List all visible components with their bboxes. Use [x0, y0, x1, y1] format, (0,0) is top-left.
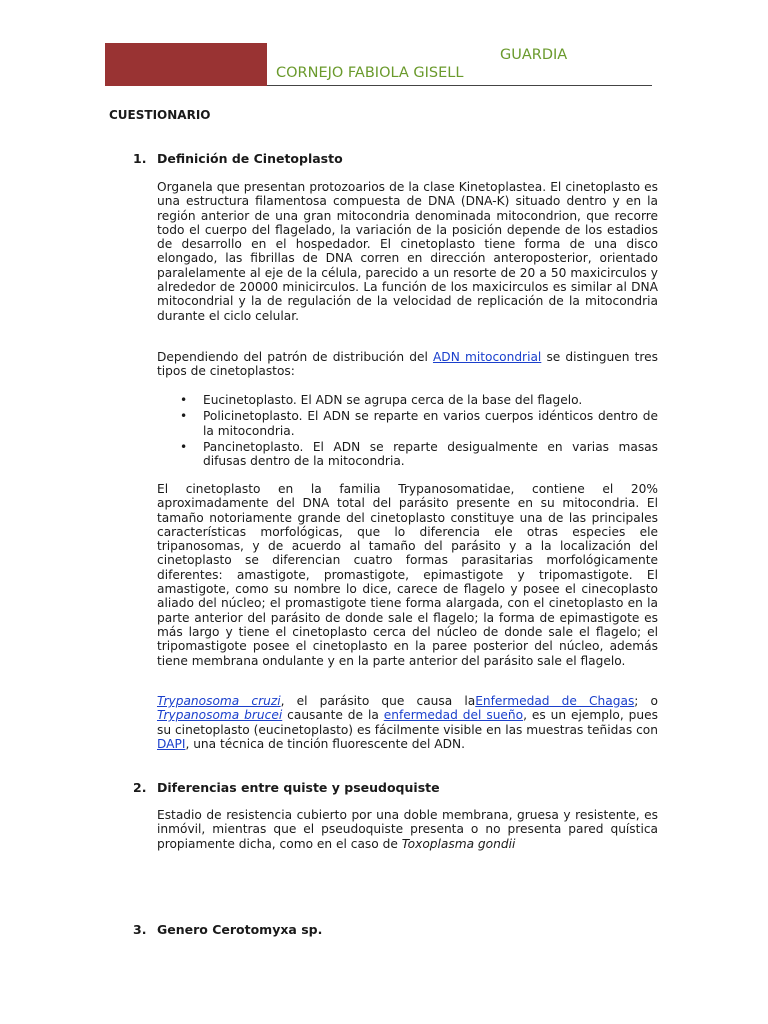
text-span: , es un ejemplo, pues su cinetoplasto (eucinetoplasto) es fácilmente visible en las muestras teñidas con: [157, 708, 658, 737]
section-number: 1.: [133, 151, 147, 166]
document-title: CUESTIONARIO: [109, 108, 211, 122]
kinetoplast-types-list: [180, 393, 658, 470]
text-span: Dependiendo del patrón de distribución del: [157, 350, 433, 364]
link-trypanosoma-brucei[interactable]: [157, 708, 282, 722]
text-span: se distinguen tres tipos de cinetoplastos:: [157, 350, 658, 379]
section-number: 3.: [133, 922, 147, 937]
text-span: , una técnica de tinción fluorescente del ADN.: [185, 736, 465, 751]
paragraph-distribution: [157, 350, 658, 379]
section-2-title: [133, 780, 440, 795]
italic-text: Trypanosoma cruzi: [157, 694, 281, 708]
author-name-line2: CORNEJO FABIOLA GISELL: [276, 65, 464, 81]
list-item: • Eucinetoplasto. El ADN se agrupa cerca de la base del flagelo.: [180, 393, 658, 407]
section-1-title: [133, 151, 343, 166]
text-span: causante de la: [282, 708, 384, 723]
author-name-line1: GUARDIA: [500, 47, 568, 63]
section-3-title: [133, 922, 322, 937]
paragraph-quiste: [157, 808, 658, 851]
header-rule: [267, 85, 652, 86]
italic-text: Trypanosoma brucei: [157, 708, 283, 723]
section-heading: Genero Cerotomyxa sp.: [157, 922, 323, 937]
list-item: • Pancinetoplasto. El ADN se reparte desigualmente en varias masas difusas dentro de la mitocondria.: [180, 440, 658, 469]
link-enfermedad-chagas[interactable]: Enfermedad de Chagas: [475, 694, 635, 708]
paragraph-trypanosomatidae: El cinetoplasto en la familia Trypanosomatidae, contiene el 20% aproximadamente del DNA total del parásito presente en su mitocondria. El tamaño notoriamente grande del cinetoplasto constituye una de las principales características morfológicas, que lo diferencia ele otras especies ele tripanosomas, y de acuerdo al tamaño del parásito y a la localización del cinetoplasto se diferencian cuatro formas parasitarias morfológicamente diferentes: amastigote, promastigote, epimastigote y tripomastigote. El amastigote, como su nombre lo dice, carece de flagelo y posee el cinecoplasto aliado del núcleo; el promastigote tiene forma alargada, con el cinetoplasto en la parte anterior del parásito de donde sale el flagelo; la forma de epimastigote es más largo y tiene el cinetoplasto cerca del núcleo de donde sale el flagelo; el tripomastigote posee el cinetoplasto en la paree posterior del núcleo, además tiene membrana ondulante y en la parte anterior del parásito sale el flagelo.: [157, 482, 658, 668]
paragraph-examples: [157, 694, 658, 751]
section-heading: Definición de Cinetoplasto: [157, 151, 343, 166]
paragraph-definition: Organela que presentan protozoarios de la clase Kinetoplastea. El cinetoplasto es una estructura filamentosa compuesta de DNA (DNA-K) situado dentro y en la región anterior de una gran mitocondria denominada mitocondrion, que recorre todo el cuerpo del flagelado, la variación de la posición depende de los estadios de desarrollo en el hospedador. El cinetoplasto tiene forma de una disco elongado, las fibrillas de DNA corren en dirección anteroposterior, orientado paralelamente al eje de la célula, parecido a un resorte de 20 a 50 maxicirculos y alrededor de 20000 minicirculos. La función de los maxicirculos es similar al DNA mitocondrial y la de regulación de la velocidad de replicación de la mitocondria durante el ciclo celular.: [157, 180, 658, 323]
italic-text: Toxoplasma gondii: [401, 836, 516, 851]
text-span: , el parásito que causa la: [280, 694, 476, 708]
section-heading: Diferencias entre quiste y pseudoquiste: [157, 780, 440, 795]
header-color-block: [105, 43, 267, 86]
text-span: Estadio de resistencia cubierto por una doble membrana, gruesa y resistente, es inmóvil, mientras que el pseudoquiste presenta o no presenta pared quística propiamente dicha, como en el caso de: [157, 808, 658, 851]
link-trypanosoma-cruzi[interactable]: [157, 694, 281, 708]
link-enfermedad-sueno[interactable]: enfermedad del sueño: [383, 708, 524, 723]
text-span: ; o: [634, 694, 658, 708]
link-adn-mitocondrial[interactable]: ADN mitocondrial: [432, 350, 542, 364]
link-dapi[interactable]: DAPI: [157, 736, 186, 751]
list-item: • Policinetoplasto. El ADN se reparte en varios cuerpos idénticos dentro de la mitocondria.: [180, 409, 658, 438]
section-number: 2.: [133, 780, 147, 795]
